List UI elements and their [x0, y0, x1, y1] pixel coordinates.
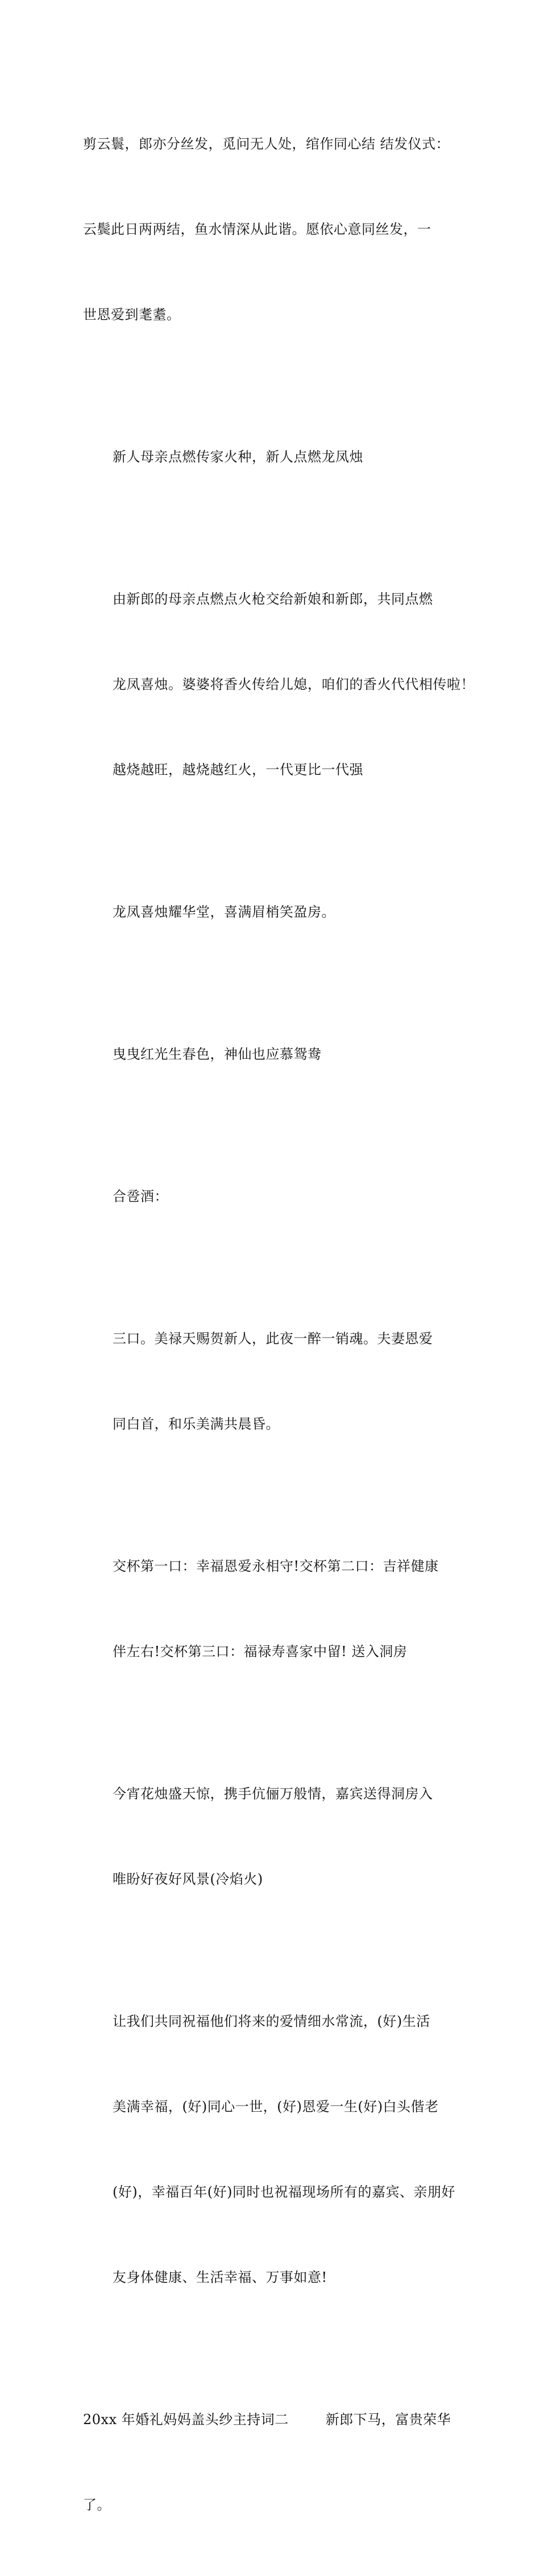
text-line: 让我们共同祝福他们将来的爱情细水常流，(好)生活	[113, 2013, 430, 2029]
text-line: 今宵花烛盛天惊，携手伉俪万般情，嘉宾送得洞房入	[113, 1786, 433, 1802]
paragraph-candle-lighting	[83, 528, 475, 841]
paragraph-bridal-chamber	[83, 1723, 462, 1950]
text-line: 世恩爱到耄耋。	[83, 307, 181, 323]
paragraph-wine-heading	[83, 1125, 462, 1268]
paragraph-hair-tying-ceremony	[83, 73, 462, 386]
text-line: 新人母亲点燃传家火种，新人点燃龙凤烛	[113, 449, 363, 465]
paragraph-blessing	[83, 1950, 462, 2348]
text-line: 龙凤喜烛。婆婆将香火传给儿媳，咱们的香火代代相传啦！	[113, 676, 475, 692]
text-line: 合卺酒：	[113, 1188, 168, 1204]
document-body	[83, 73, 475, 2576]
text-line: 美满幸福，(好)同心一世，(好)恩爱一生(好)白头偕老	[113, 2099, 439, 2115]
text-line: 云鬓此日两两结，鱼水情深从此谐。愿依心意同丝发，一	[83, 221, 431, 237]
text-line: 三口。美禄天赐贺新人，此夜一醉一销魂。夫妻恩爱	[113, 1331, 433, 1347]
paragraph-section-two	[83, 2348, 462, 2576]
paragraph-poem-line-2	[83, 983, 462, 1125]
text-line: 友身体健康、生活幸福、万事如意!	[113, 2269, 327, 2285]
paragraph-candle-heading	[83, 386, 462, 528]
text-line: 交杯第一口：幸福恩爱永相守!交杯第二口：吉祥健康	[113, 1558, 439, 1574]
text-line: 龙凤喜烛耀华堂，喜满眉梢笑盈房。	[113, 904, 335, 920]
text-line: 20xx 年婚礼妈妈盖头纱主持词二 新郎下马，富贵荣华	[83, 2412, 451, 2428]
text-line: 伴左右!交杯第三口：福禄寿喜家中留! 送入洞房	[113, 1644, 408, 1659]
text-line: 由新郎的母亲点燃点火枪交给新娘和新郎，共同点燃	[113, 591, 433, 607]
paragraph-wine-verse	[83, 1268, 462, 1495]
text-line: 了。	[83, 2497, 111, 2513]
paragraph-cross-cup	[83, 1495, 462, 1723]
paragraph-poem-line-1	[83, 841, 462, 983]
text-line: 唯盼好夜好风景(冷焰火)	[113, 1871, 263, 1887]
text-line: (好)，幸福百年(好)同时也祝福现场所有的嘉宾、亲朋好	[113, 2184, 455, 2200]
text-line: 越烧越旺，越烧越红火，一代更比一代强	[113, 762, 363, 778]
text-line: 曳曳红光生春色，神仙也应慕鸳鸯	[113, 1046, 322, 1062]
text-line: 同白首，和乐美满共晨昏。	[113, 1416, 280, 1432]
text-line: 剪云鬟，郎亦分丝发，觅问无人处，绾作同心结 结发仪式：	[83, 136, 450, 152]
